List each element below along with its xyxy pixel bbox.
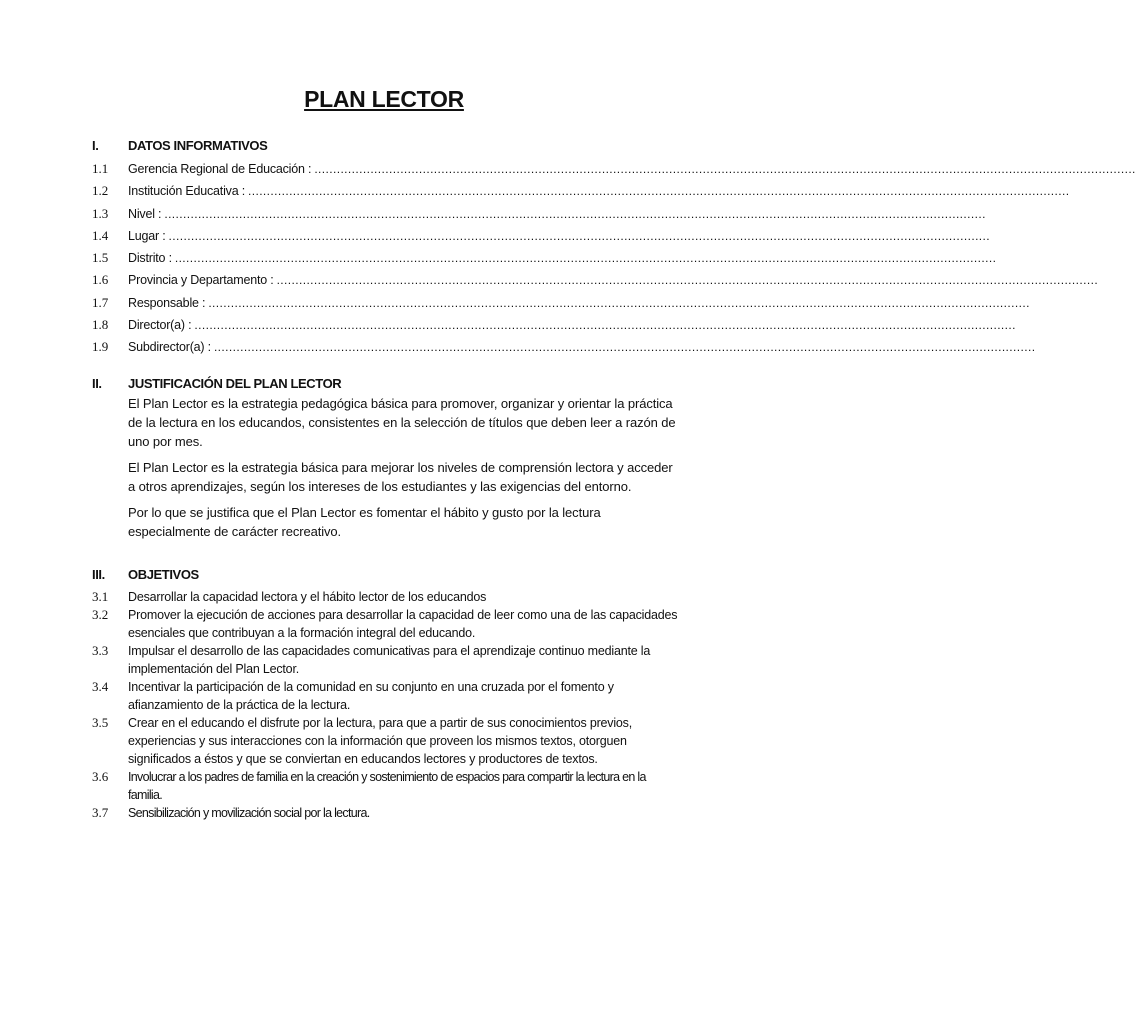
fill-in-line: ............................................................................................................................................................................................................................: [276, 273, 1099, 288]
info-item: [92, 250, 997, 272]
item-number: 3.3: [92, 643, 109, 658]
justification-body: [92, 394, 682, 541]
item-label: Lugar :: [128, 228, 166, 243]
info-item: [92, 317, 1016, 339]
item-number: 3.2: [92, 607, 109, 622]
item-number: 3.7: [92, 805, 109, 820]
section-number: II.: [92, 376, 102, 391]
objective-item: [92, 804, 682, 822]
item-number: 1.3: [92, 205, 109, 221]
objective-text: Impulsar el desarrollo de las capacidades comunicativas para el aprendizaje continuo mediante la implementación del Plan Lector.: [128, 644, 651, 676]
section-datos-informativos: [92, 138, 1136, 362]
item-number: 3.4: [92, 679, 109, 694]
section-justificacion: [92, 376, 682, 541]
fill-in-line: ............................................................................................................................................................................................................................: [314, 162, 1136, 176]
info-item: [92, 227, 991, 250]
paragraph: El Plan Lector es la estrategia básica para mejorar los niveles de comprensión lectora y acceder a otros aprendizajes, según los intereses de los estudiantes y las exigencias del entorno.: [128, 460, 673, 494]
item-number: 1.5: [92, 250, 109, 266]
objectives-list: [92, 588, 682, 822]
section-heading: [92, 138, 682, 153]
item-label: Distrito :: [128, 251, 172, 266]
fill-in-line: ............................................................................................................................................................................................................................: [208, 295, 1030, 310]
objective-text: Involucrar a los padres de familia en la creación y sostenimiento de espacios para compartir la lectura en la familia.: [128, 770, 646, 802]
section-title: OBJETIVOS: [128, 567, 199, 582]
info-item: [92, 183, 1070, 205]
item-number: 3.5: [92, 715, 109, 730]
item-label: Director(a) :: [128, 318, 192, 333]
objective-text: Sensibilización y movilización social por la lectura.: [128, 806, 370, 820]
item-number: 1.2: [92, 183, 109, 199]
fill-in-line: ............................................................................................................................................................................................................................: [248, 184, 1070, 199]
info-item: [92, 205, 986, 228]
item-number: 1.8: [92, 317, 109, 333]
item-label: Nivel :: [128, 206, 162, 221]
section-objetivos: [92, 567, 682, 822]
objective-text: Incentivar la participación de la comunidad en su conjunto en una cruzada por el fomento y afianzamiento de la práctica de la lectura.: [128, 680, 614, 712]
objective-text: Desarrollar la capacidad lectora y el hábito lector de los educandos: [128, 590, 487, 604]
objective-item: [92, 642, 682, 678]
paragraph: Por lo que se justifica que el Plan Lector es fomentar el hábito y gusto por la lectura especialmente de carácter recreativo.: [128, 505, 601, 539]
document-title: PLAN LECTOR: [304, 86, 464, 112]
objective-text: Crear en el educando el disfrute por la lectura, para que a partir de sus conocimientos previos, experiencias y sus interacciones con la información que proveen los mismos textos, otorguen significados a éstos y que se conviertan en educandos lectores y productores de textos.: [128, 716, 633, 766]
item-number: 1.6: [92, 272, 109, 288]
item-number: 1.1: [92, 161, 109, 176]
section-heading: [92, 376, 682, 391]
objective-item: [92, 768, 682, 804]
fill-in-line: ............................................................................................................................................................................................................................: [213, 340, 1036, 355]
fill-in-line: ............................................................................................................................................................................................................................: [194, 318, 1016, 333]
section-number: I.: [92, 138, 99, 153]
info-item: [92, 161, 1136, 183]
item-label: Subdirector(a) :: [128, 340, 211, 355]
section-heading: [92, 567, 682, 582]
item-number: 3.6: [92, 769, 109, 784]
item-label: Gerencia Regional de Educación :: [128, 162, 312, 176]
info-list: [92, 161, 1136, 362]
fill-in-line: ............................................................................................................................................................................................................................: [168, 228, 991, 243]
item-label: Institución Educativa :: [128, 184, 245, 199]
info-item: [92, 272, 1099, 294]
item-number: 1.9: [92, 339, 109, 355]
section-title: JUSTIFICACIÓN DEL PLAN LECTOR: [128, 376, 342, 391]
objective-item: [92, 606, 682, 642]
item-number: 1.7: [92, 294, 109, 310]
objective-text: Promover la ejecución de acciones para desarrollar la capacidad de leer como una de las capacidades esenciales que contribuyan a la formación integral del educando.: [128, 608, 678, 640]
item-number: 1.4: [92, 227, 109, 243]
item-label: Responsable :: [128, 295, 206, 310]
objective-item: [92, 678, 682, 714]
info-item: [92, 339, 1036, 361]
info-item: [92, 294, 1030, 317]
section-number: III.: [92, 567, 105, 582]
fill-in-line: ............................................................................................................................................................................................................................: [174, 251, 997, 266]
objective-item: [92, 714, 682, 768]
paragraph: El Plan Lector es la estrategia pedagógica básica para promover, organizar y orientar la práctica de la lectura en los educandos, consistentes en la selección de títulos que deben leer a razón de uno por mes.: [128, 396, 676, 449]
item-label: Provincia y Departamento :: [128, 273, 274, 288]
item-number: 3.1: [92, 589, 109, 604]
section-title: DATOS INFORMATIVOS: [128, 138, 268, 153]
objective-item: [92, 588, 682, 606]
fill-in-line: ............................................................................................................................................................................................................................: [164, 206, 986, 221]
